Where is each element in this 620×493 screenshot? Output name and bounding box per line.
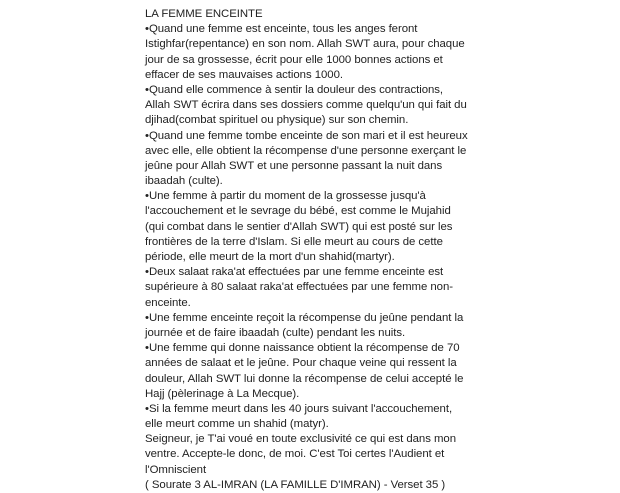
text-line: Allah SWT écrira dans ses dossiers comme quelqu'un qui fait du <box>145 99 467 112</box>
text-line: djihad(combat spirituel ou physique) sur son chemin. <box>145 114 409 127</box>
text-line: ibaadah (culte). <box>145 175 223 188</box>
text-line: supérieure à 80 salaat raka'at effectuées par une femme non- <box>145 281 453 294</box>
text-line: douleur, Allah SWT lui donne la récompense de celui accepté le <box>145 372 464 385</box>
text-line: jour de sa grossesse, écrit pour elle 1000 bonnes actions et <box>145 53 443 66</box>
text-line: l'Omniscient <box>145 463 207 476</box>
text-line: années de salaat et le jeûne. Pour chaque veine qui ressent la <box>145 357 457 370</box>
text-line: •Une femme qui donne naissance obtient la récompense de 70 <box>145 342 460 355</box>
text-line: effacer de ses mauvaises actions 1000. <box>145 68 343 81</box>
document-title: LA FEMME ENCEINTE <box>145 8 263 20</box>
document-body <box>145 7 468 493</box>
text-line: avec elle, elle obtient la récompense d'une personne exerçant le <box>145 144 467 157</box>
text-line: ventre. Accepte-le donc, de moi. C'est Toi certes l'Audient et <box>145 448 445 461</box>
text-line: Seigneur, je T'ai voué en toute exclusivité ce qui est dans mon <box>145 433 456 446</box>
text-line: période, elle meurt de la mort d'un shahid(martyr). <box>145 251 395 263</box>
text-line: enceinte. <box>145 296 191 309</box>
text-line: •Une femme à partir du moment de la grossesse jusqu'à <box>145 190 426 203</box>
text-line: •Une femme enceinte reçoit la récompense du jeûne pendant la <box>145 311 464 324</box>
citation-line: ( Sourate 3 AL-IMRAN (LA FAMILLE D'IMRAN) - Verset 35 ) <box>145 478 446 491</box>
text-line: (qui combat dans le sentier d'Allah SWT) qui est posté sur les <box>145 220 453 233</box>
text-line: frontières de la terre d'Islam. Si elle meurt au cours de cette <box>145 235 443 248</box>
text-line: elle meurt comme un shahid (matyr). <box>145 418 329 431</box>
text-line: jeûne pour Allah SWT et une personne passant la nuit dans <box>145 159 443 172</box>
text-line: •Si la femme meurt dans les 40 jours suivant l'accouchement, <box>145 402 453 415</box>
text-line: l'accouchement et le sevrage du bébé, est comme le Mujahid <box>145 205 451 218</box>
text-line: •Quand une femme est enceinte, tous les anges feront <box>145 23 418 36</box>
text-line: •Quand une femme tombe enceinte de son mari et il est heureux <box>145 129 468 142</box>
text-line: •Deux salaat raka'at effectuées par une femme enceinte est <box>145 266 444 279</box>
text-line: Hajj (pèlerinage à La Mecque). <box>145 387 300 400</box>
text-line: Istighfar(repentance) en son nom. Allah SWT aura, pour chaque <box>145 38 465 51</box>
text-line: •Quand elle commence à sentir la douleur des contractions, <box>145 83 444 96</box>
text-line: journée et de faire ibaadah (culte) pendant les nuits. <box>145 326 406 339</box>
